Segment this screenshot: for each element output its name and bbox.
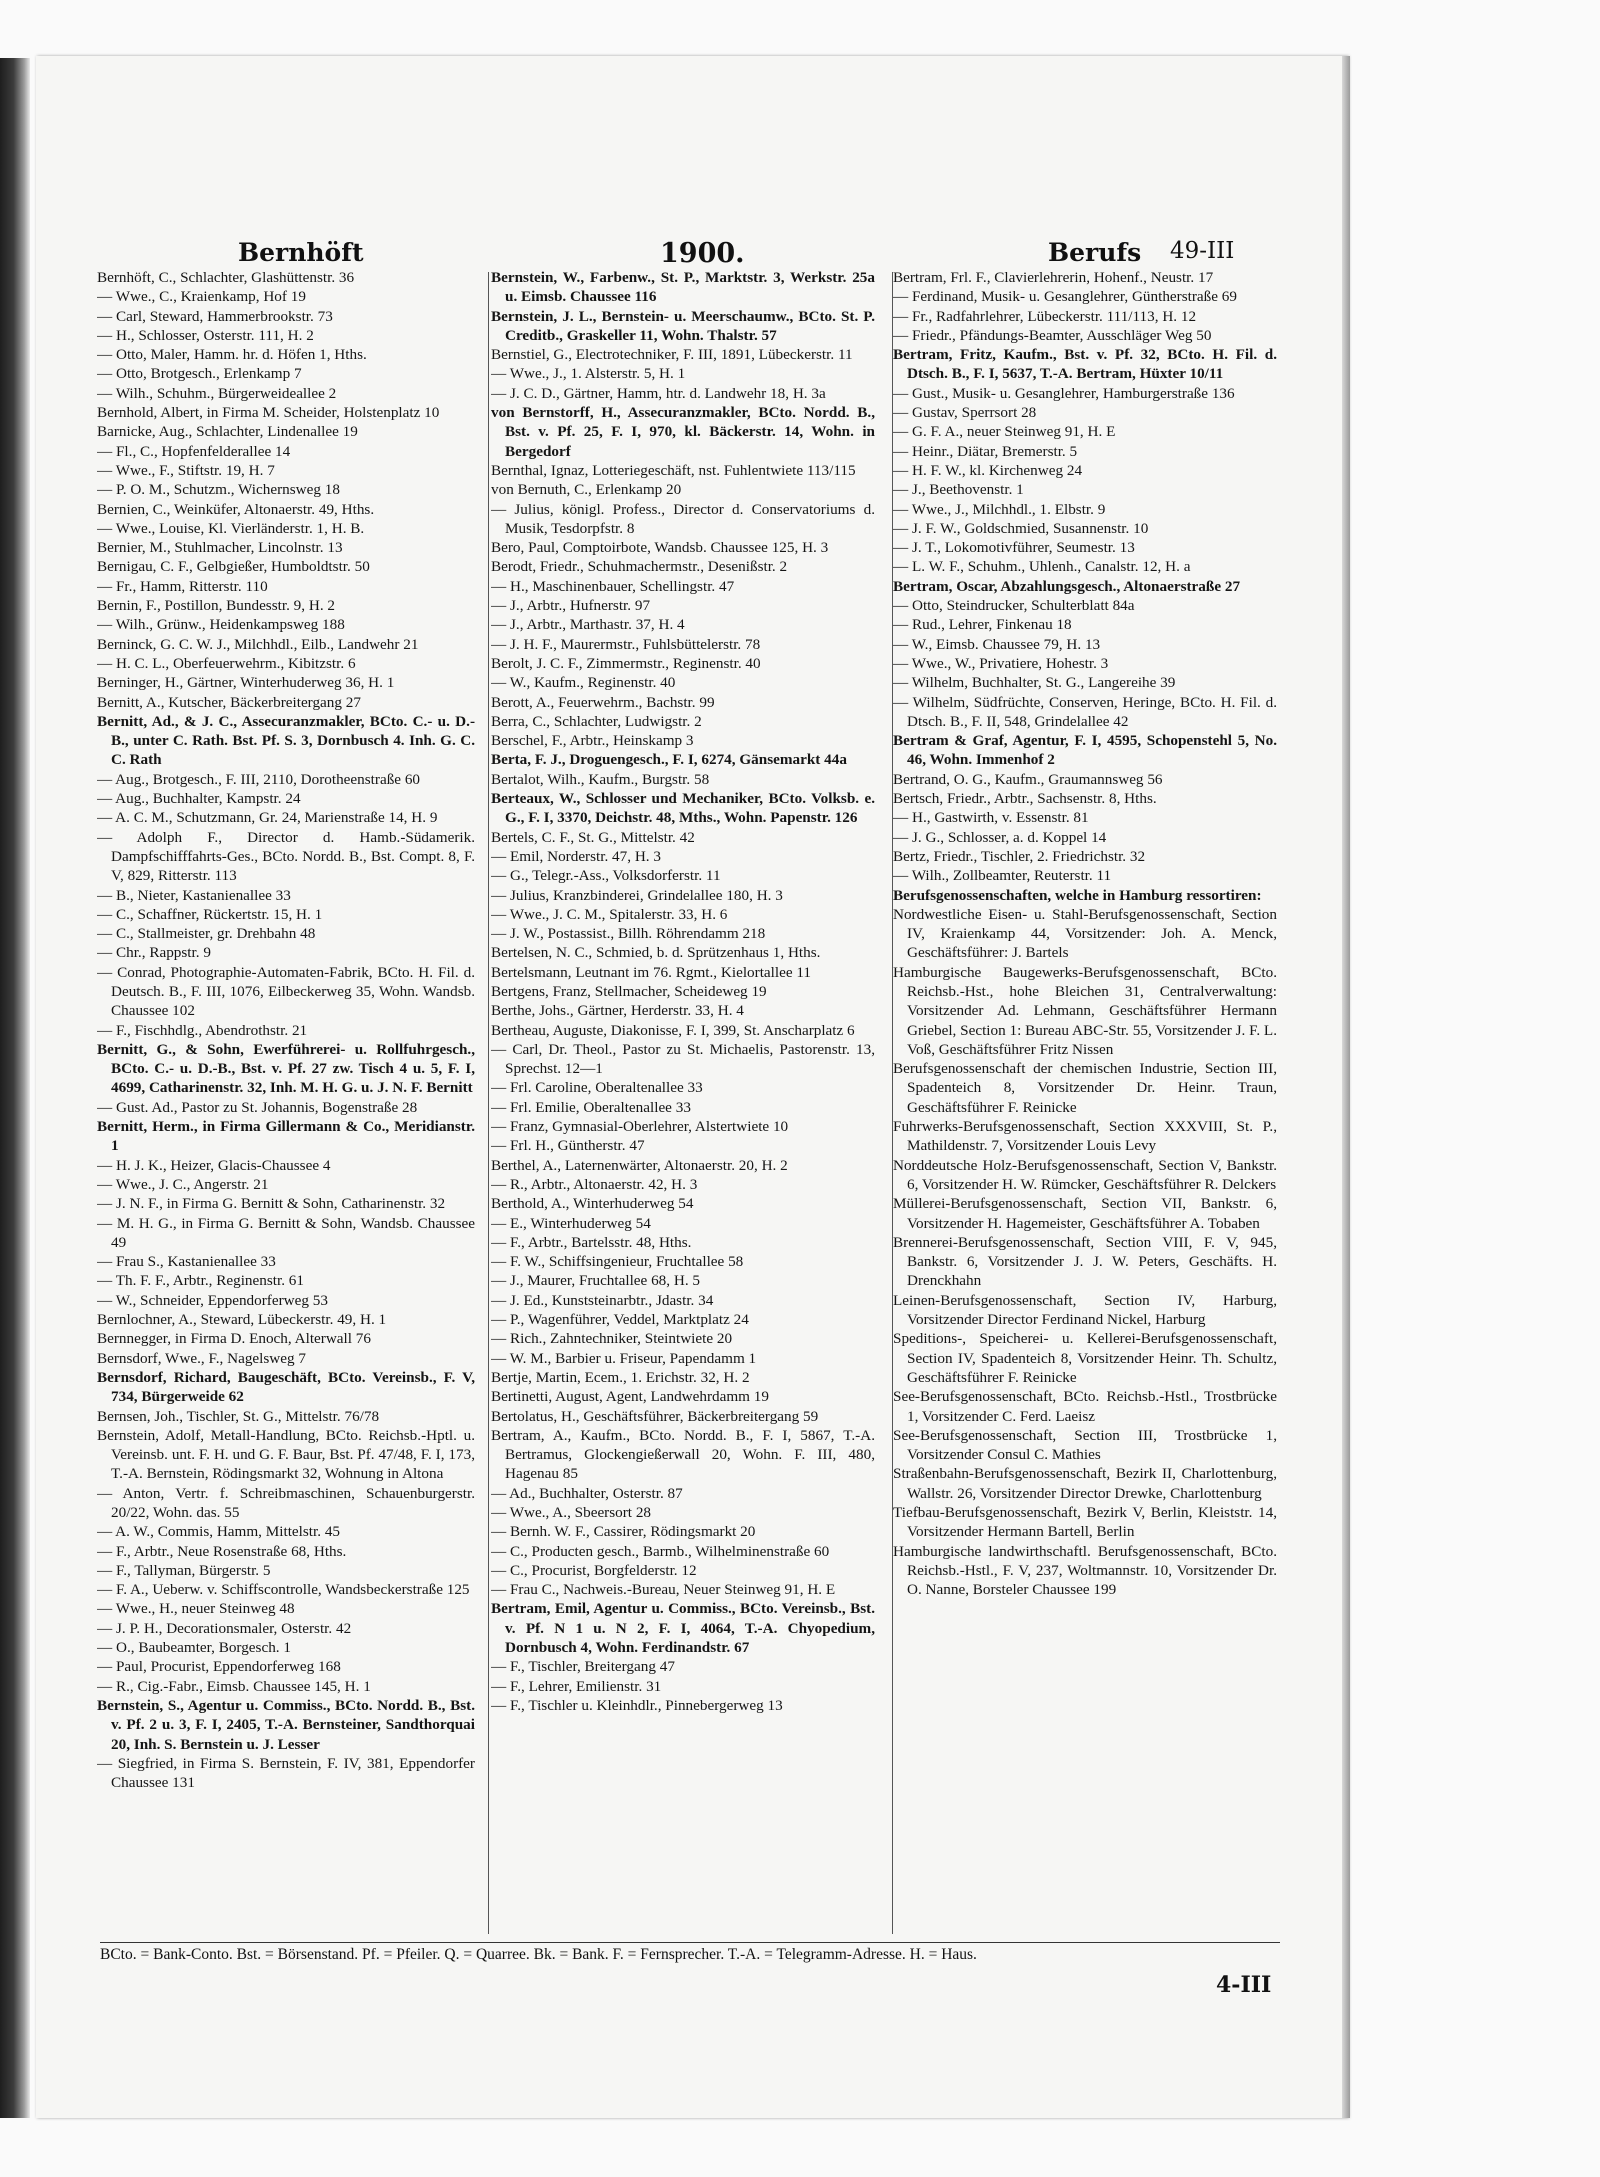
- directory-entry: — G. F. A., neuer Steinweg 91, H. E: [893, 423, 1116, 441]
- directory-entry: Straßenbahn-Berufsgenossenschaft, Bezirk II, Charlottenburg, Wallstr. 26, Vorsitzender Director Drewke, Charlottenburg: [893, 1465, 1277, 1502]
- directory-entry: — Wwe., F., Stiftstr. 19, H. 7: [97, 461, 275, 479]
- directory-entry: Bernlochner, A., Steward, Lübeckerstr. 49, H. 1: [97, 1311, 387, 1329]
- directory-entry: Berott, A., Feuerwehrm., Bachstr. 99: [491, 693, 715, 711]
- directory-entry: — Frl. H., Güntherstr. 47: [491, 1137, 645, 1155]
- directory-entry: Bernigau, C. F., Gelbgießer, Humboldtstr. 50: [97, 558, 370, 576]
- directory-entry: — F. A., Ueberw. v. Schiffscontrolle, Wandsbeckerstraße 125: [97, 1581, 470, 1599]
- directory-entry: — J., Arbtr., Hufnerstr. 97: [491, 597, 651, 615]
- directory-entry: Hamburgische landwirthschaftl. Berufsgenossenschaft, BCto. Reichsb.-Hstl., F. V, 237, Woltmannstr. 10, Vorsitzender Dr. O. Nanne, Borsteler Chaussee 199: [893, 1542, 1277, 1599]
- directory-entry: — F., Tallyman, Bürgerstr. 5: [97, 1561, 271, 1579]
- directory-entry: Bernsdorf, Richard, Baugeschäft, BCto. Vereinsb., F. V, 734, Bürgerweide 62: [97, 1368, 475, 1406]
- directory-entry: — Otto, Brotgesch., Erlenkamp 7: [97, 365, 302, 383]
- directory-entry: Bertelsmann, Leutnant im 76. Rgmt., Kielortallee 11: [491, 963, 811, 981]
- directory-entry: Brennerei-Berufsgenossenschaft, Section VIII, F. V, 945, Bankstr. 6, Vorsitzender J. J. W. Peters, Geschäfts. H. Drenckhahn: [893, 1233, 1277, 1290]
- directory-entry: — J. F. W., Goldschmied, Susannenstr. 10: [893, 519, 1149, 537]
- directory-entry: Bernnegger, in Firma D. Enoch, Alterwall 76: [97, 1330, 371, 1348]
- directory-entry: Bernstiel, G., Electrotechniker, F. III, 1891, Lübeckerstr. 11: [491, 346, 853, 364]
- column-2: [491, 268, 875, 1958]
- directory-entry: — Wilh., Zollbeamter, Reuterstr. 11: [893, 867, 1112, 885]
- sheet-mark: 4-III: [1216, 1972, 1272, 1998]
- directory-entry: — F., Lehrer, Emilienstr. 31: [491, 1677, 662, 1695]
- directory-entry: — Rud., Lehrer, Finkenau 18: [893, 616, 1072, 634]
- directory-entry: — C., Procurist, Borgfelderstr. 12: [491, 1561, 697, 1579]
- directory-entry: — J. T., Lokomotivführer, Seumestr. 13: [893, 539, 1135, 557]
- directory-entry: Bernitt, Ad., & J. C., Assecuranzmakler, BCto. C.- u. D.-B., unter C. Rath. Bst. Pf. S. 3, Dornbusch 4. Inh. G. C. C. Rath: [97, 712, 475, 769]
- directory-entry: — Wwe., W., Privatiere, Hohestr. 3: [893, 654, 1109, 672]
- directory-entry: — F., Arbtr., Bartelsstr. 48, Hths.: [491, 1233, 692, 1251]
- directory-entry: Bernsen, Joh., Tischler, St. G., Mittelstr. 76/78: [97, 1407, 380, 1425]
- directory-entry: — J., Arbtr., Marthastr. 37, H. 4: [491, 616, 685, 634]
- directory-entry: Bertje, Martin, Ecem., 1. Erichstr. 32, H. 2: [491, 1368, 750, 1386]
- directory-entry: Bertels, C. F., St. G., Mittelstr. 42: [491, 828, 695, 846]
- directory-entry: — Th. F. F., Arbtr., Reginenstr. 61: [97, 1272, 304, 1290]
- directory-entry: Berolt, J. C. F., Zimmermstr., Reginenstr. 40: [491, 654, 761, 672]
- directory-entry: Berninck, G. C. W. J., Milchhdl., Eilb., Landwehr 21: [97, 635, 419, 653]
- directory-entry: — Heinr., Diätar, Bremerstr. 5: [893, 442, 1078, 460]
- column-3: [893, 268, 1277, 1958]
- directory-entry: — Franz, Gymnasial-Oberlehrer, Alstertwiete 10: [491, 1118, 789, 1136]
- page-edge: [1342, 56, 1350, 2118]
- directory-entry: — F. W., Schiffsingenieur, Fruchtallee 58: [491, 1253, 744, 1271]
- directory-entry: Nordwestliche Eisen- u. Stahl-Berufsgenossenschaft, Section IV, Kraienkamp 44, Vorsitzender: Joh. A. Menck, Geschäftsführer: J. Bartels: [893, 905, 1277, 962]
- directory-entry: Bertram, Oscar, Abzahlungsgesch., Altonaerstraße 27: [893, 577, 1241, 595]
- directory-entry: — Wilhelm, Südfrüchte, Conserven, Heringe, BCto. H. Fil. d. Dtsch. B., F. II, 548, Grindelallee 42: [893, 693, 1277, 730]
- directory-entry: — Frl. Emilie, Oberaltenallee 33: [491, 1098, 691, 1116]
- directory-entry: — Rich., Zahntechniker, Steintwiete 20: [491, 1330, 733, 1348]
- page-number: 49-III: [1170, 238, 1235, 264]
- directory-entry: Bernhold, Albert, in Firma M. Scheider, Holstenplatz 10: [97, 404, 440, 422]
- directory-entry: Berodt, Friedr., Schuhmachermstr., Desenißstr. 2: [491, 558, 788, 576]
- directory-entry: — Wwe., C., Kraienkamp, Hof 19: [97, 288, 306, 306]
- directory-entry: See-Berufsgenossenschaft, BCto. Reichsb.-Hstl., Trostbrücke 1, Vorsitzender C. Ferd. Laeisz: [893, 1388, 1277, 1425]
- directory-entry: — J., Maurer, Fruchtallee 68, H. 5: [491, 1272, 701, 1290]
- directory-entry: Bertram, Emil, Agentur u. Commiss., BCto. Vereinsb., Bst. v. Pf. N 1 u. N 2, F. I, 4064, T.-A. Chyopedium, Dornbusch 4, Wohn. Ferdinandstr. 67: [491, 1600, 875, 1657]
- directory-entry: Bernstein, J. L., Bernstein- u. Meerschaumw., BCto. St. P. Creditb., Graskeller 11, Wohn. Thalstr. 57: [491, 307, 875, 344]
- directory-entry: — L. W. F., Schuhm., Uhlenh., Canalstr. 12, H. a: [893, 558, 1191, 576]
- directory-entry: — Otto, Maler, Hamm. hr. d. Höfen 1, Hths.: [97, 346, 367, 364]
- directory-entry: Berufsgenossenschaften, welche in Hamburg ressortiren:: [893, 886, 1262, 904]
- directory-entry: — J. W., Postassist., Billh. Röhrendamm 218: [491, 925, 766, 943]
- directory-entry: — F., Tischler u. Kleinhdlr., Pinnebergerweg 13: [491, 1696, 783, 1714]
- directory-entry: — J. Ed., Kunststeinarbtr., Jdastr. 34: [491, 1291, 714, 1309]
- directory-entry: — G., Telegr.-Ass., Volksdorferstr. 11: [491, 867, 721, 885]
- directory-entry: — Aug., Buchhalter, Kampstr. 24: [97, 790, 301, 808]
- header-first-entry: Bernhöft: [238, 238, 364, 267]
- directory-entry: — J., Beethovenstr. 1: [893, 481, 1024, 499]
- directory-entry: — Aug., Brotgesch., F. III, 2110, Dorotheenstraße 60: [97, 770, 421, 788]
- directory-entry: — O., Baubeamter, Borgesch. 1: [97, 1639, 291, 1657]
- directory-entry: Bernstein, W., Farbenw., St. P., Marktstr. 3, Werkstr. 25a u. Eimsb. Chaussee 116: [491, 269, 875, 306]
- directory-entry: — J. H. F., Maurermstr., Fuhlsbüttelerstr. 78: [491, 635, 761, 653]
- directory-entry: Bertalot, Wilh., Kaufm., Burgstr. 58: [491, 770, 710, 788]
- directory-entry: — Wwe., A., Sbeersort 28: [491, 1504, 652, 1521]
- directory-entry: — Wwe., J., Milchhdl., 1. Elbstr. 9: [893, 500, 1106, 518]
- directory-entry: — Wwe., J. C., Angerstr. 21: [97, 1175, 269, 1193]
- directory-entry: — H., Gastwirth, v. Essenstr. 81: [893, 809, 1089, 827]
- directory-entry: — Chr., Rappstr. 9: [97, 944, 211, 962]
- directory-entry: Bertsch, Friedr., Arbtr., Sachsenstr. 8, Hths.: [893, 790, 1157, 808]
- directory-entry: Norddeutsche Holz-Berufsgenossenschaft, Section V, Bankstr. 6, Vorsitzender H. W. Rümcker, Geschäftsführer R. Delckers: [893, 1156, 1277, 1193]
- directory-entry: — Wilh., Schuhm., Bürgerweideallee 2: [97, 384, 337, 402]
- directory-entry: Bero, Paul, Comptoirbote, Wandsb. Chaussee 125, H. 3: [491, 539, 829, 557]
- directory-entry: Berra, C., Schlachter, Ludwigstr. 2: [491, 712, 702, 730]
- directory-entry: — Wwe., Louise, Kl. Vierländerstr. 1, H. B.: [97, 519, 365, 537]
- directory-entry: von Bernstorff, H., Assecuranzmakler, BCto. Nordd. B., Bst. v. Pf. 25, F. I, 970, kl. Bäckerstr. 14, Wohn. in Bergedorf: [491, 404, 875, 460]
- directory-entry: Bernitt, A., Kutscher, Bäckerbreitergang 27: [97, 693, 361, 711]
- directory-entry: — W., Kaufm., Reginenstr. 40: [491, 674, 676, 692]
- directory-entry: Berthold, A., Winterhuderweg 54: [491, 1195, 694, 1213]
- abbreviation-legend: BCto. = Bank-Conto. Bst. = Börsenstand. Pf. = Pfeiler. Q. = Quarree. Bk. = Bank. F. = Fernsprecher. T.-A. = Telegramm-Adresse. H. = Haus.: [100, 1942, 1280, 1970]
- directory-entry: Bertram, Fritz, Kaufm., Bst. v. Pf. 32, BCto. H. Fil. d. Dtsch. B., F. I, 5637, T.-A. Bertram, Hüxter 10/11: [893, 346, 1277, 383]
- directory-entry: — Emil, Norderstr. 47, H. 3: [491, 847, 661, 865]
- directory-entry: — P. O. M., Schutzm., Wichernsweg 18: [97, 481, 340, 499]
- directory-entry: — Conrad, Photographie-Automaten-Fabrik, BCto. H. Fil. d. Deutsch. B., F. III, 1076, Eilbeckerweg 35, Wohn. Wandsb. Chaussee 102: [97, 963, 475, 1020]
- directory-entry: — Otto, Steindrucker, Schulterblatt 84a: [893, 597, 1135, 615]
- directory-entry: — W., Schneider, Eppendorferweg 53: [97, 1291, 328, 1309]
- directory-entry: Bernhöft, C., Schlachter, Glashüttenstr. 36: [97, 269, 355, 286]
- directory-entry: — H., Maschinenbauer, Schellingstr. 47: [491, 577, 735, 595]
- directory-entry: Bertram, Frl. F., Clavierlehrerin, Hohenf., Neustr. 17: [893, 269, 1214, 286]
- directory-entry: — Frl. Caroline, Oberaltenallee 33: [491, 1079, 703, 1097]
- directory-entry: Bernthal, Ignaz, Lotteriegeschäft, nst. Fuhlentwiete 113/115: [491, 461, 856, 479]
- directory-entry: Fuhrwerks-Berufsgenossenschaft, Section XXXVIII, St. P., Mathildenstr. 7, Vorsitzender Louis Levy: [893, 1118, 1277, 1155]
- directory-entry: Bertelsen, N. C., Schmied, b. d. Sprützenhaus 1, Hths.: [491, 944, 821, 962]
- directory-entry: — Julius, königl. Profess., Director d. Conservatoriums d. Musik, Tesdorpfstr. 8: [491, 500, 875, 537]
- directory-entry: Berthel, A., Laternenwärter, Altonaerstr. 20, H. 2: [491, 1156, 788, 1174]
- directory-entry: Müllerei-Berufsgenossenschaft, Section VII, Bankstr. 6, Vorsitzender H. Hagemeister, Geschäftsführer A. Tobaben: [893, 1195, 1277, 1232]
- directory-entry: — Friedr., Pfändungs-Beamter, Ausschläger Weg 50: [893, 326, 1212, 344]
- directory-entry: Leinen-Berufsgenossenschaft, Section IV, Harburg, Vorsitzender Director Ferdinand Nickel, Harburg: [893, 1291, 1277, 1329]
- directory-entry: — F., Arbtr., Neue Rosenstraße 68, Hths.: [97, 1542, 347, 1560]
- directory-entry: Tiefbau-Berufsgenossenschaft, Bezirk V, Berlin, Kleiststr. 14, Vorsitzender Hermann Bartell, Berlin: [893, 1504, 1277, 1541]
- directory-entry: Bertinetti, August, Agent, Landwehrdamm 19: [491, 1388, 769, 1406]
- directory-entry: von Bernuth, C., Erlenkamp 20: [491, 481, 682, 499]
- directory-entry: — C., Schaffner, Rückertstr. 15, H. 1: [97, 905, 323, 923]
- directory-entry: — Paul, Procurist, Eppendorferweg 168: [97, 1658, 341, 1676]
- directory-entry: — A. C. M., Schutzmann, Gr. 24, Marienstraße 14, H. 9: [97, 809, 438, 827]
- header-last-entry: Berufs: [1048, 238, 1142, 267]
- directory-entry: Bernier, M., Stuhlmacher, Lincolnstr. 13: [97, 539, 343, 557]
- directory-entry: Berninger, H., Gärtner, Winterhuderweg 36, H. 1: [97, 674, 395, 692]
- directory-entry: — Fr., Radfahrlehrer, Lübeckerstr. 111/113, H. 12: [893, 307, 1197, 325]
- directory-entry: — Wilh., Grünw., Heidenkampsweg 188: [97, 616, 345, 634]
- directory-entry: Barnicke, Aug., Schlachter, Lindenallee 19: [97, 423, 358, 441]
- directory-entry: — Fl., C., Hopfenfelderallee 14: [97, 442, 291, 460]
- directory-entry: Bernstein, Adolf, Metall-Handlung, BCto. Reichsb.-Hptl. u. Vereinsb. unt. F. H. und G. F. Baur, Bst. Pf. 47/48, F. I, 173, T.-A. Bernstein, Rödingsmarkt 32, Wohnung in Altona: [97, 1426, 475, 1483]
- directory-entry: — F., Fischhdlg., Abendrothstr. 21: [97, 1021, 308, 1039]
- directory-entry: — A. W., Commis, Hamm, Mittelstr. 45: [97, 1523, 341, 1541]
- directory-entry: — Fr., Hamm, Ritterstr. 110: [97, 577, 268, 595]
- directory-entry: Bernin, F., Postillon, Bundesstr. 9, H. 2: [97, 597, 336, 615]
- directory-entry: Bernitt, Herm., in Firma Gillermann & Co., Meridianstr. 1: [97, 1118, 475, 1155]
- binding-edge: [0, 58, 30, 2118]
- directory-entry: — H. J. K., Heizer, Glacis-Chaussee 4: [97, 1156, 331, 1174]
- column-1: [97, 268, 475, 1958]
- directory-entry: — Wwe., H., neuer Steinweg 48: [97, 1600, 295, 1618]
- directory-entry: Berschel, F., Arbtr., Heinskamp 3: [491, 732, 694, 750]
- directory-entry: Bernitt, G., & Sohn, Ewerführerei- u. Rollfuhrgesch., BCto. C.- u. D.-B., Bst. v. Pf. 27 zw. Tisch 4 u. 5, F. I, 4699, Catharinenstr. 32, Inh. M. H. G. u. J. N. F. Bernitt: [97, 1040, 475, 1097]
- directory-entry: Speditions-, Speicherei- u. Kellerei-Berufsgenossenschaft, Section IV, Spadenteich 8, Vorsitzender Heinr. Th. Schultz, Geschäftsführer F. Reinicke: [893, 1330, 1277, 1386]
- directory-entry: — Wwe., J. C. M., Spitalerstr. 33, H. 6: [491, 905, 728, 923]
- directory-entry: See-Berufsgenossenschaft, Section III, Trostbrücke 1, Vorsitzender Consul C. Mathies: [893, 1426, 1277, 1464]
- directory-entry: — P., Wagenführer, Veddel, Marktplatz 24: [491, 1311, 749, 1329]
- directory-entry: — H. F. W., kl. Kirchenweg 24: [893, 461, 1083, 479]
- directory-entry: — F., Tischler, Breitergang 47: [491, 1658, 675, 1676]
- directory-entry: Bertgens, Franz, Stellmacher, Scheideweg 19: [491, 982, 767, 1000]
- directory-entry: — Ad., Buchhalter, Osterstr. 87: [491, 1484, 683, 1502]
- directory-entry: — Bernh. W. F., Cassirer, Rödingsmarkt 20: [491, 1523, 756, 1541]
- directory-entry: — R., Cig.-Fabr., Eimsb. Chaussee 145, H. 1: [97, 1677, 371, 1695]
- directory-entry: — J. C. D., Gärtner, Hamm, htr. d. Landwehr 18, H. 3a: [491, 384, 826, 402]
- directory-entry: Berteaux, W., Schlosser und Mechaniker, BCto. Volksb. e. G., F. I, 3370, Deichstr. 48, Mths., Wohn. Papenstr. 126: [491, 790, 875, 827]
- directory-entry: Berta, F. J., Droguengesch., F. I, 6274, Gänsemarkt 44a: [491, 751, 847, 769]
- directory-entry: — Gust. Ad., Pastor zu St. Johannis, Bogenstraße 28: [97, 1098, 418, 1116]
- directory-entry: — Anton, Vertr. f. Schreibmaschinen, Schauenburgerstr. 20/22, Wohn. das. 55: [97, 1484, 475, 1521]
- directory-entry: Bernsdorf, Wwe., F., Nagelsweg 7: [97, 1349, 306, 1367]
- directory-entry: — Julius, Kranzbinderei, Grindelallee 180, H. 3: [491, 886, 783, 904]
- directory-entry: — Wwe., J., 1. Alsterstr. 5, H. 1: [491, 365, 686, 383]
- directory-entry: — C., Producten gesch., Barmb., Wilhelminenstraße 60: [491, 1542, 830, 1560]
- directory-entry: Bertolatus, H., Geschäftsführer, Bäckerbreitergang 59: [491, 1407, 819, 1425]
- directory-entry: — J. P. H., Decorationsmaler, Osterstr. 42: [97, 1619, 352, 1637]
- directory-entry: Bertheau, Auguste, Diakonisse, F. I, 399, St. Anscharplatz 6: [491, 1021, 855, 1039]
- directory-entry: — Frau C., Nachweis.-Bureau, Neuer Steinweg 91, H. E: [491, 1581, 836, 1599]
- directory-entry: — E., Winterhuderweg 54: [491, 1214, 651, 1232]
- directory-entry: Berthe, Johs., Gärtner, Herderstr. 33, H. 4: [491, 1002, 744, 1020]
- directory-entry: Bernstein, S., Agentur u. Commiss., BCto. Nordd. B., Bst. v. Pf. 2 u. 3, F. I, 2405, T.-A. Bernsteiner, Sandthorquai 20, Inh. S. Bernstein u. J. Lesser: [97, 1696, 475, 1753]
- directory-entry: — H. C. L., Oberfeuerwehrm., Kibitzstr. 6: [97, 654, 356, 672]
- directory-entry: Bertrand, O. G., Kaufm., Graumannsweg 56: [893, 770, 1163, 788]
- directory-entry: Bernien, C., Weinküfer, Altonaerstr. 49, Hths.: [97, 500, 375, 518]
- directory-entry: — J. G., Schlosser, a. d. Koppel 14: [893, 828, 1107, 846]
- directory-columns: [97, 268, 1277, 1958]
- directory-entry: — B., Nieter, Kastanienallee 33: [97, 886, 291, 904]
- directory-entry: — Carl, Dr. Theol., Pastor zu St. Michaelis, Pastorenstr. 13, Sprechst. 12—1: [491, 1040, 875, 1078]
- directory-entry: — Frau S., Kastanienallee 33: [97, 1253, 276, 1271]
- directory-entry: — C., Stallmeister, gr. Drehbahn 48: [97, 925, 316, 943]
- directory-entry: — Siegfried, in Firma S. Bernstein, F. IV, 381, Eppendorfer Chaussee 131: [97, 1754, 475, 1792]
- directory-entry: Bertram & Graf, Agentur, F. I, 4595, Schopenstehl 5, No. 46, Wohn. Immenhof 2: [893, 732, 1277, 769]
- directory-entry: — W. M., Barbier u. Friseur, Papendamm 1: [491, 1349, 757, 1367]
- directory-entry: — J. N. F., in Firma G. Bernitt & Sohn, Catharinenstr. 32: [97, 1195, 446, 1213]
- directory-entry: — Carl, Steward, Hammerbrookstr. 73: [97, 307, 333, 325]
- header-year: 1900.: [660, 238, 745, 269]
- directory-entry: Hamburgische Baugewerks-Berufsgenossenschaft, BCto. Reichsb.-Hst., hohe Bleichen 31, Centralverwaltung: Vorsitzender Ad. Lehmann, Geschäftsführer Hermann Griebel, Section 1: Bureau ABC-Str. 55, Vorsitzender J. F. L. Voß, Geschäftsführer Fritz Nissen: [893, 963, 1277, 1058]
- directory-entry: — Ferdinand, Musik- u. Gesanglehrer, Güntherstraße 69: [893, 288, 1237, 306]
- directory-entry: — Adolph F., Director d. Hamb.-Südamerik. Dampfschifffahrts-Ges., BCto. Nordd. B., Bst. Compt. 8, F. V, 829, Ritterstr. 113: [97, 828, 475, 885]
- directory-entry: Bertram, A., Kaufm., BCto. Nordd. B., F. I, 5867, T.-A. Bertramus, Glockengießerwall 20, Wohn. F. III, 480, Hagenau 85: [491, 1426, 875, 1483]
- directory-entry: — Gust., Musik- u. Gesanglehrer, Hamburgerstraße 136: [893, 384, 1235, 402]
- directory-entry: — M. H. G., in Firma G. Bernitt & Sohn, Wandsb. Chaussee 49: [97, 1214, 475, 1251]
- directory-entry: Berufsgenossenschaft der chemischen Industrie, Section III, Spadenteich 8, Vorsitzender Dr. Heinr. Traun, Geschäftsführer F. Reinicke: [893, 1060, 1277, 1116]
- directory-entry: Bertz, Friedr., Tischler, 2. Friedrichstr. 32: [893, 847, 1146, 865]
- directory-entry: — R., Arbtr., Altonaerstr. 42, H. 3: [491, 1175, 698, 1193]
- directory-entry: — W., Eimsb. Chaussee 79, H. 13: [893, 635, 1101, 653]
- directory-entry: — Wilhelm, Buchhalter, St. G., Langereihe 39: [893, 674, 1176, 692]
- directory-entry: — Gustav, Sperrsort 28: [893, 404, 1037, 422]
- directory-entry: — H., Schlosser, Osterstr. 111, H. 2: [97, 326, 314, 344]
